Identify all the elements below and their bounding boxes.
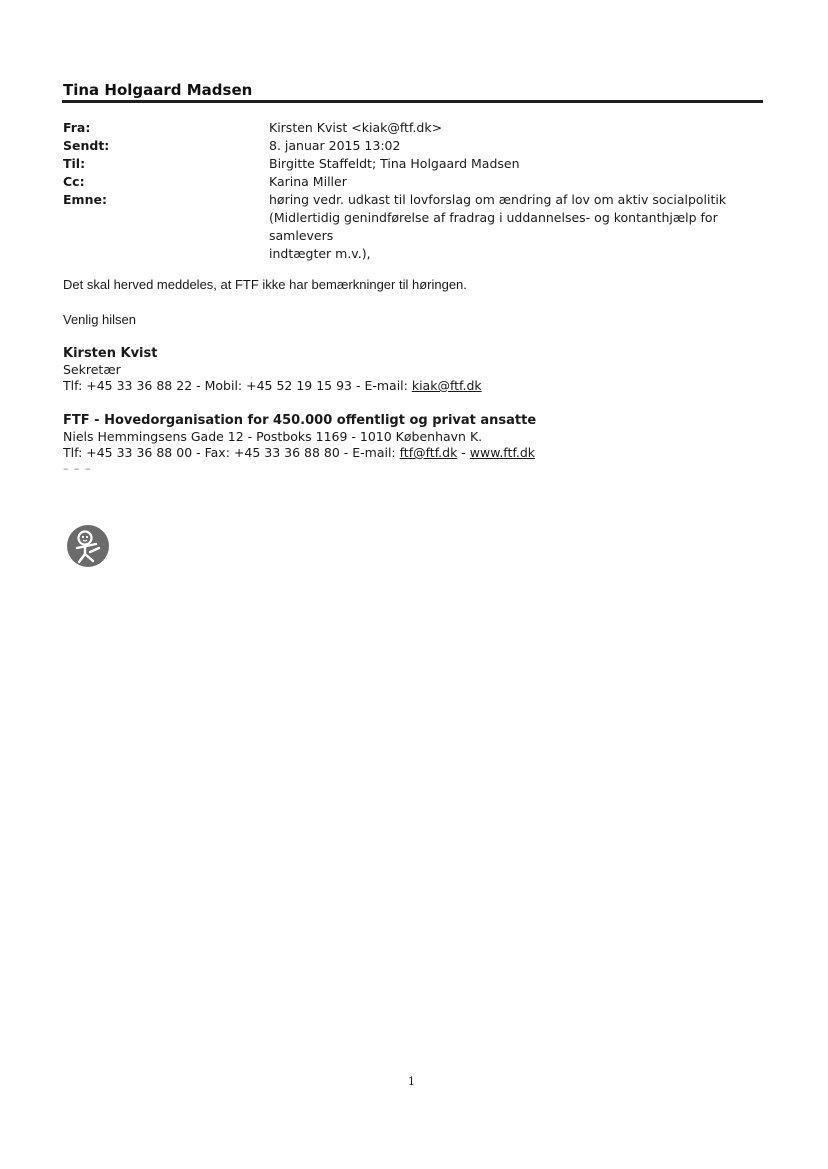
subject-line: høring vedr. udkast til lovforslag om ændring af lov om aktiv socialpolitik bbox=[269, 192, 727, 207]
link-separator: - bbox=[457, 445, 470, 460]
subject-line: indtægter m.v.), bbox=[269, 246, 371, 261]
org-contact bbox=[63, 445, 535, 461]
body-paragraph: Det skal herved meddeles, at FTF ikke har bemærkninger til høringen. bbox=[63, 277, 467, 292]
subject-line: (Midlertidig genindførelse af fradrag i uddannelses- og kontanthjælp for samlevers bbox=[269, 210, 718, 243]
from-value: Kirsten Kvist <kiak@ftf.dk> bbox=[269, 120, 443, 135]
subject-value bbox=[269, 191, 769, 263]
to-label: Til: bbox=[63, 156, 86, 171]
subject-label: Emne: bbox=[63, 192, 107, 207]
signature-dashes: – – – bbox=[63, 462, 92, 475]
signature-role: Sekretær bbox=[63, 362, 121, 377]
sent-label: Sendt: bbox=[63, 138, 110, 153]
org-contact-text: Tlf: +45 33 36 88 00 - Fax: +45 33 36 88 80 - E-mail: bbox=[63, 445, 400, 460]
title-divider bbox=[62, 100, 763, 103]
greeting: Venlig hilsen bbox=[63, 312, 136, 327]
from-label: Fra: bbox=[63, 120, 91, 135]
to-value: Birgitte Staffeldt; Tina Holgaard Madsen bbox=[269, 156, 520, 171]
website-link[interactable]: www.ftf.dk bbox=[469, 445, 536, 460]
signature-email-link[interactable]: kiak@ftf.dk bbox=[411, 378, 482, 393]
cc-label: Cc: bbox=[63, 174, 85, 189]
org-name: FTF - Hovedorganisation for 450.000 offentligt og privat ansatte bbox=[63, 413, 537, 428]
org-email-link[interactable]: ftf@ftf.dk bbox=[399, 445, 458, 460]
signature-name: Kirsten Kvist bbox=[63, 346, 158, 361]
sent-value: 8. januar 2015 13:02 bbox=[269, 138, 401, 153]
document-title: Tina Holgaard Madsen bbox=[63, 81, 253, 99]
page-number: 1 bbox=[408, 1075, 415, 1088]
ftf-logo-icon bbox=[66, 524, 110, 568]
org-address: Niels Hemmingsens Gade 12 - Postboks 1169 - 1010 København K. bbox=[63, 429, 483, 444]
signature-contact-text: Tlf: +45 33 36 88 22 - Mobil: +45 52 19 15 93 - E-mail: bbox=[63, 378, 412, 393]
cc-value: Karina Miller bbox=[269, 174, 347, 189]
signature-contact bbox=[63, 378, 482, 394]
